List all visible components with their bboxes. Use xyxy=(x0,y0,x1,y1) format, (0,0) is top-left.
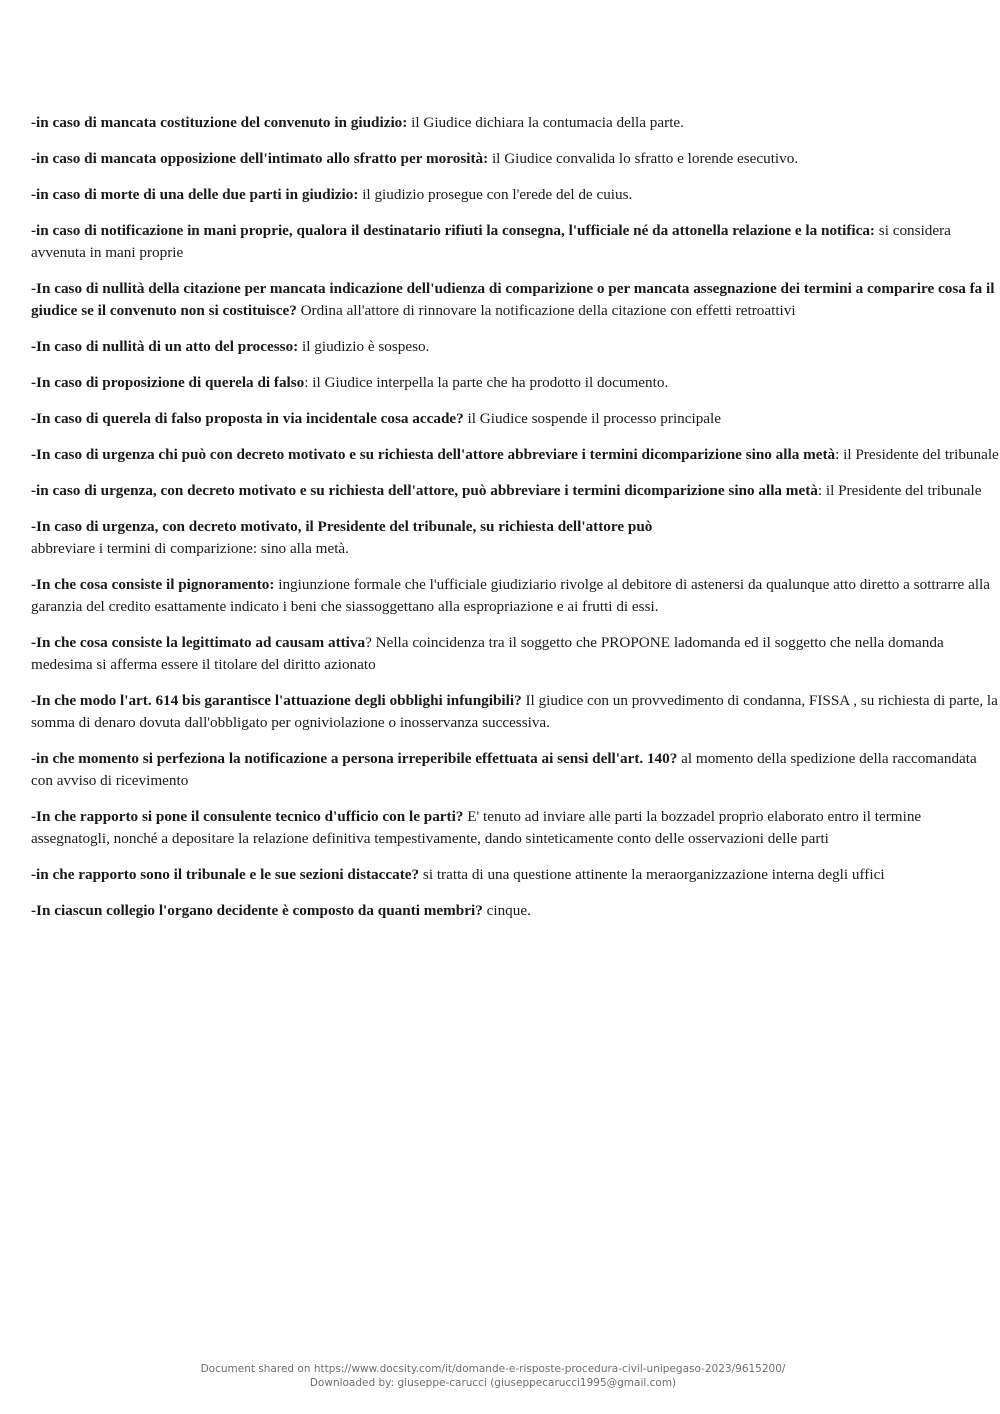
answer: al momento della spedizione della raccomandata con avviso di ricevimento xyxy=(31,750,977,789)
question: -In ciascun collegio l'organo decidente è composto da quanti membri? xyxy=(31,902,483,919)
answer: : il Presidente del tribunale xyxy=(835,446,999,463)
qa-entry xyxy=(31,632,999,676)
question: -in caso di mancata opposizione dell'intimato allo sfratto per morosità: xyxy=(31,150,489,167)
answer: Il giudice con un provvedimento di condanna, FISSA , su richiesta di parte, la somma di denaro dovuta dall'obbligato per ogniviolazione o inosservanza successiva. xyxy=(31,692,998,731)
qa-entry xyxy=(31,900,999,922)
document-body xyxy=(31,112,999,936)
answer: il Giudice sospende il processo principale xyxy=(463,410,722,427)
answer: abbreviare i termini di comparizione: sino alla metà. xyxy=(31,540,349,557)
qa-entry xyxy=(31,864,999,886)
answer: si tratta di una questione attinente la meraorganizzazione interna degli uffici xyxy=(419,866,885,883)
qa-entry xyxy=(31,444,999,466)
answer: il giudizio prosegue con l'erede del de cuius. xyxy=(358,186,633,203)
qa-entry xyxy=(31,690,999,734)
question: -In caso di urgenza, con decreto motivato, il Presidente del tribunale, su richiesta dell'attore può xyxy=(31,518,653,535)
qa-entry xyxy=(31,748,999,792)
question: -In che rapporto si pone il consulente tecnico d'ufficio con le parti? xyxy=(31,808,464,825)
download-footer xyxy=(0,1362,986,1390)
qa-entry xyxy=(31,220,999,264)
qa-entry xyxy=(31,806,999,850)
answer: ? Nella coincidenza tra il soggetto che PROPONE ladomanda ed il soggetto che nella domanda medesima si afferma essere il titolare del diritto azionato xyxy=(31,634,944,673)
question: -In caso di proposizione di querela di falso xyxy=(31,374,305,391)
answer: Ordina all'attore di rinnovare la notificazione della citazione con effetti retroattivi xyxy=(296,302,796,319)
question: -In caso di querela di falso proposta in via incidentale cosa accade? xyxy=(31,410,464,427)
question: -in che momento si perfeziona la notificazione a persona irreperibile effettuata ai sensi dell'art. 140? xyxy=(31,750,678,767)
qa-entry xyxy=(31,372,999,394)
qa-entry xyxy=(31,516,999,560)
qa-entry xyxy=(31,184,999,206)
answer: il Giudice convalida lo sfratto e lorende esecutivo. xyxy=(488,150,799,167)
question: -in caso di mancata costituzione del convenuto in giudizio: xyxy=(31,114,408,131)
footer-downloaded-line: Downloaded by: giuseppe-carucci (giuseppecarucci1995@gmail.com) xyxy=(309,1377,677,1389)
question: -In caso di nullità della citazione per mancata indicazione dell'udienza di comparizione o per mancata assegnazione dei termini a comparire cosa fa il giudice se il convenuto non si costituisce? xyxy=(31,280,995,319)
answer: ingiunzione formale che l'ufficiale giudiziario rivolge al debitore di astenersi da qualunque atto diretto a sottrarre alla garanzia del credito esattamente indicato i beni che siassoggettano alla espropriazione e ai frutti di essi. xyxy=(31,576,990,615)
question: -in che rapporto sono il tribunale e le sue sezioni distaccate? xyxy=(31,866,420,883)
qa-entry xyxy=(31,480,999,502)
question: -In che modo l'art. 614 bis garantisce l'attuazione degli obblighi infungibili? xyxy=(31,692,522,709)
qa-entry xyxy=(31,112,999,134)
qa-entry xyxy=(31,148,999,170)
qa-entry xyxy=(31,278,999,322)
question: -in caso di urgenza, con decreto motivato e su richiesta dell'attore, può abbreviare i termini dicomparizione sino alla metà xyxy=(31,482,818,499)
qa-entry xyxy=(31,574,999,618)
footer-shared-line: Document shared on https://www.docsity.com/it/domande-e-risposte-procedura-civil-unipegaso-2023/9615200/ xyxy=(200,1363,786,1375)
answer: si considera avvenuta in mani proprie xyxy=(31,222,951,261)
answer: il giudizio è sospeso. xyxy=(298,338,430,355)
answer: il Giudice dichiara la contumacia della parte. xyxy=(407,114,684,131)
question: -In caso di nullità di un atto del processo: xyxy=(31,338,299,355)
question: -in caso di notificazione in mani proprie, qualora il destinatario rifiuti la consegna, l'ufficiale né da attonella relazione e la notifica: xyxy=(31,222,875,239)
answer: : il Presidente del tribunale xyxy=(817,482,982,499)
answer: : il Giudice interpella la parte che ha prodotto il documento. xyxy=(304,374,669,391)
qa-entry xyxy=(31,336,999,358)
question: -In che cosa consiste la legittimato ad causam attiva xyxy=(31,634,366,651)
question: -In che cosa consiste il pignoramento: xyxy=(31,576,275,593)
answer: cinque. xyxy=(482,902,531,919)
qa-entry xyxy=(31,408,999,430)
answer: E' tenuto ad inviare alle parti la bozzadel proprio elaborato entro il termine assegnatogli, nonché a depositare la relazione definitiva tempestivamente, dando sinteticamente conto delle osservazioni delle parti xyxy=(31,808,922,847)
question: -in caso di morte di una delle due parti in giudizio: xyxy=(31,186,359,203)
question: -In caso di urgenza chi può con decreto motivato e su richiesta dell'attore abbreviare i termini dicomparizione sino alla metà xyxy=(31,446,836,463)
